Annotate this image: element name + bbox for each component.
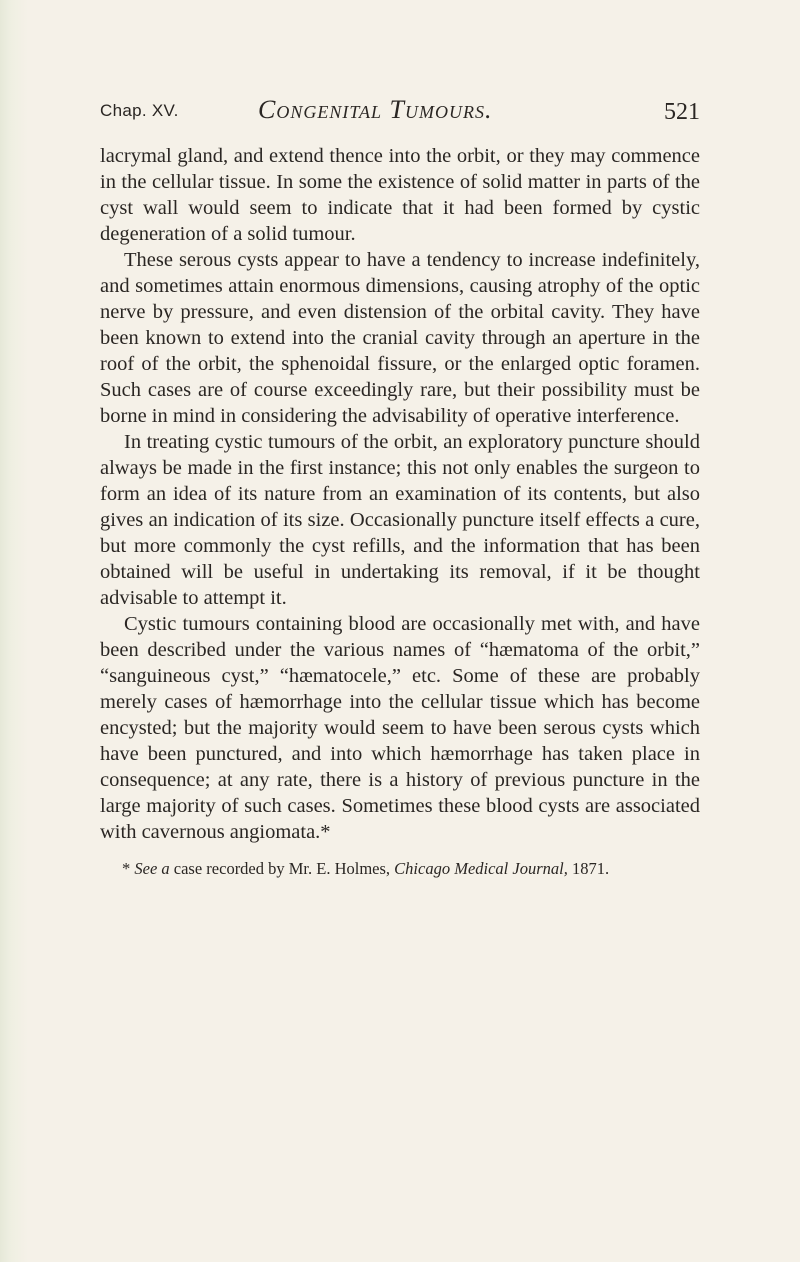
page-edge-shadow xyxy=(0,0,28,1262)
paragraph-treatment: In treating cystic tumours of the orbit, an exploratory puncture should always be made in the first instance; this not only enables the surgeon to form an idea of its nature from an examination of its contents, but also gives an indication of its size. Occasionally puncture itself effects a cure, but more commonly the cyst refills, and the information that has been obtained will be useful in undertaking its removal, if it be thought advisable to attempt it. xyxy=(100,431,700,609)
page-number: 521 xyxy=(664,99,700,125)
footnote-year: 1871. xyxy=(571,859,610,878)
footnote-text: case recorded by Mr. E. Holmes, xyxy=(173,859,391,878)
footnote-journal: Chicago Medical Journal, xyxy=(394,859,568,878)
paragraph-blood-cysts: Cystic tumours containing blood are occasionally met with, and have been described under the various names of “hæmatoma of the orbit,” “sanguineous cyst,” “hæmatocele,” etc. Some of these are probably merely cases of hæmorrhage into the cellular tissue which has become encysted; but the majority would seem to have been serous cysts which have been punctured, and into which hæmorrhage has taken place in consequence; at any rate, there is a history of previous puncture in the large majority of such cases. Sometimes these blood cysts are associated with cavernous angiomata.* xyxy=(100,613,700,843)
paragraph-serous-cysts: These serous cysts appear to have a tendency to increase indefinitely, and sometimes attain enormous dimensions, causing atrophy of the optic nerve by pressure, and even distension of the orbital cavity. They have been known to extend into the cranial cavity through an aperture in the roof of the orbit, the sphenoidal fissure, or the enlarged optic foramen. Such cases are of course exceedingly rare, but their possibility must be borne in mind in considering the advisability of operative interference. xyxy=(100,249,700,427)
book-page xyxy=(100,95,700,879)
chapter-label: Chap. XV. xyxy=(100,101,179,120)
footnote xyxy=(100,859,700,879)
paragraph-continued: lacrymal gland, and extend thence into the orbit, or they may commence in the cellular tissue. In some the existence of solid matter in parts of the cyst wall would seem to indicate that it had been formed by cystic degeneration of a solid tumour. xyxy=(100,145,700,245)
footnote-see: See a xyxy=(134,859,170,878)
footnote-marker: * xyxy=(122,859,131,878)
running-header xyxy=(100,95,700,135)
body-text xyxy=(100,143,700,845)
running-title: Congenital Tumours. xyxy=(258,95,493,124)
